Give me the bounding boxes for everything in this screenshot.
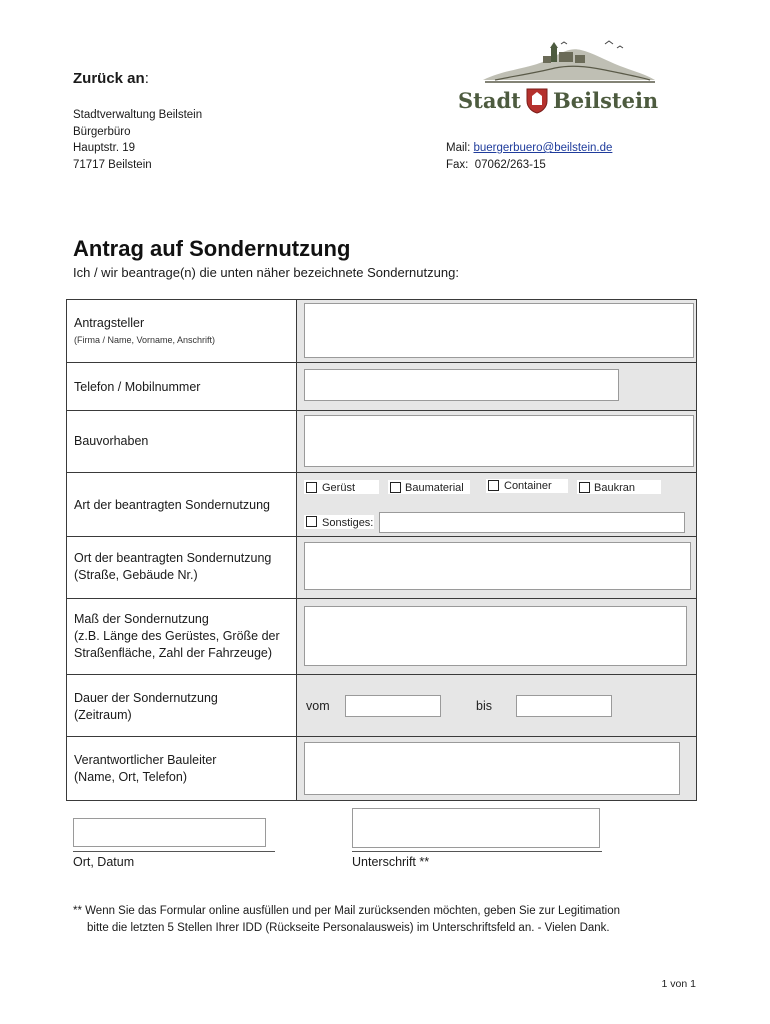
project-label: Bauvorhaben: [74, 434, 149, 448]
checkbox-sonstiges[interactable]: [306, 516, 317, 527]
address-line: Stadtverwaltung Beilstein: [73, 109, 203, 121]
dimension-label-line3: Straßenfläche, Zahl der Fahrzeuge): [74, 646, 273, 660]
duration-to-field[interactable]: [516, 695, 612, 717]
duration-label-line1: Dauer der Sondernutzung: [74, 691, 218, 705]
signature-label: Unterschrift **: [352, 855, 430, 869]
return-to-label: Zurück an: [73, 70, 145, 87]
project-field[interactable]: [304, 415, 694, 467]
return-to-colon: :: [144, 70, 149, 87]
page-title: Antrag auf Sondernutzung: [73, 236, 351, 261]
place-date-label: Ort, Datum: [73, 855, 135, 869]
checkbox-baumaterial-label: Baumaterial: [405, 482, 464, 494]
location-field[interactable]: [304, 542, 691, 590]
checkbox-geruest-label: Gerüst: [322, 482, 356, 494]
checkbox-geruest[interactable]: [306, 482, 317, 493]
place-date-line: [73, 851, 275, 852]
duration-label-line2: (Zeitraum): [74, 708, 132, 722]
phone-field[interactable]: [304, 369, 619, 401]
footnote: [73, 903, 693, 936]
checkbox-baumaterial[interactable]: [390, 482, 401, 493]
checkbox-baukran-label: Baukran: [594, 482, 635, 494]
signature-field[interactable]: [352, 808, 600, 848]
dimension-label-line1: Maß der Sondernutzung: [74, 612, 209, 626]
form-row-location: [67, 537, 696, 599]
contact-info: [446, 140, 612, 173]
mail-link[interactable]: buergerbuero@beilstein.de: [473, 142, 613, 154]
address-line: Hauptstr. 19: [73, 142, 136, 154]
phone-label: Telefon / Mobilnummer: [74, 380, 201, 394]
form-row-project: [67, 411, 696, 473]
duration-to-label: bis: [476, 699, 492, 713]
site-manager-label-line2: (Name, Ort, Telefon): [74, 770, 188, 784]
logo-word-beilstein: Beilstein: [553, 88, 659, 113]
form-row-site-manager: [67, 737, 696, 800]
form-row-duration: [67, 675, 696, 737]
mail-label: Mail:: [446, 142, 471, 154]
form-row-applicant: [67, 300, 696, 363]
fax-number: 07062/263-15: [474, 158, 546, 171]
form-row-phone: [67, 363, 696, 411]
site-manager-label-line1: Verantwortlicher Bauleiter: [74, 753, 217, 767]
place-date-field[interactable]: [73, 818, 266, 847]
fax-label: Fax:: [446, 158, 469, 171]
logo-word-stadt: Stadt: [458, 88, 521, 113]
dimension-field[interactable]: [304, 606, 687, 666]
checkbox-baukran[interactable]: [579, 482, 590, 493]
applicant-sublabel: (Firma / Name, Vorname, Anschrift): [74, 335, 216, 345]
duration-from-field[interactable]: [345, 695, 441, 717]
checkbox-sonstiges-label: Sonstiges:: [322, 517, 374, 529]
duration-from-label: vom: [306, 699, 330, 713]
usage-type-label: Art der beantragten Sondernutzung: [74, 498, 270, 512]
site-manager-field[interactable]: [304, 742, 680, 795]
page-number: 1 von 1: [661, 978, 696, 990]
footnote-line2: bitte die letzten 5 Stellen Ihrer IDD (Rückseite Personalausweis) im Unterschriftsfeld an. - Vielen Dank.: [87, 921, 610, 934]
applicant-field[interactable]: [304, 303, 694, 358]
footnote-line1: ** Wenn Sie das Formular online ausfüllen und per Mail zurücksenden möchten, geben Sie zur Legitimation: [73, 905, 620, 917]
address-line: Bürgerbüro: [73, 125, 131, 138]
form-row-dimension: [67, 599, 696, 675]
form-row-usage-type: [67, 473, 696, 537]
checkbox-container[interactable]: [488, 480, 499, 491]
applicant-label: Antragsteller: [74, 316, 145, 330]
return-to-heading: [73, 70, 149, 87]
signature-line: [352, 851, 602, 852]
return-address: [73, 107, 202, 173]
location-label-line2: (Straße, Gebäude Nr.): [74, 568, 198, 582]
checkbox-container-label: Container: [504, 480, 552, 492]
page-subtitle: Ich / wir beantrage(n) die unten näher bezeichnete Sondernutzung:: [73, 265, 459, 280]
application-form-table: [66, 299, 697, 801]
castle-hill-illustration: [455, 36, 660, 88]
city-coat-of-arms-icon: [526, 88, 548, 114]
address-line: 71717 Beilstein: [73, 158, 152, 171]
other-usage-field[interactable]: [379, 512, 685, 533]
dimension-label-line2: (z.B. Länge des Gerüstes, Größe der: [74, 629, 280, 643]
city-logo: [455, 36, 660, 122]
location-label-line1: Ort der beantragten Sondernutzung: [74, 551, 272, 565]
